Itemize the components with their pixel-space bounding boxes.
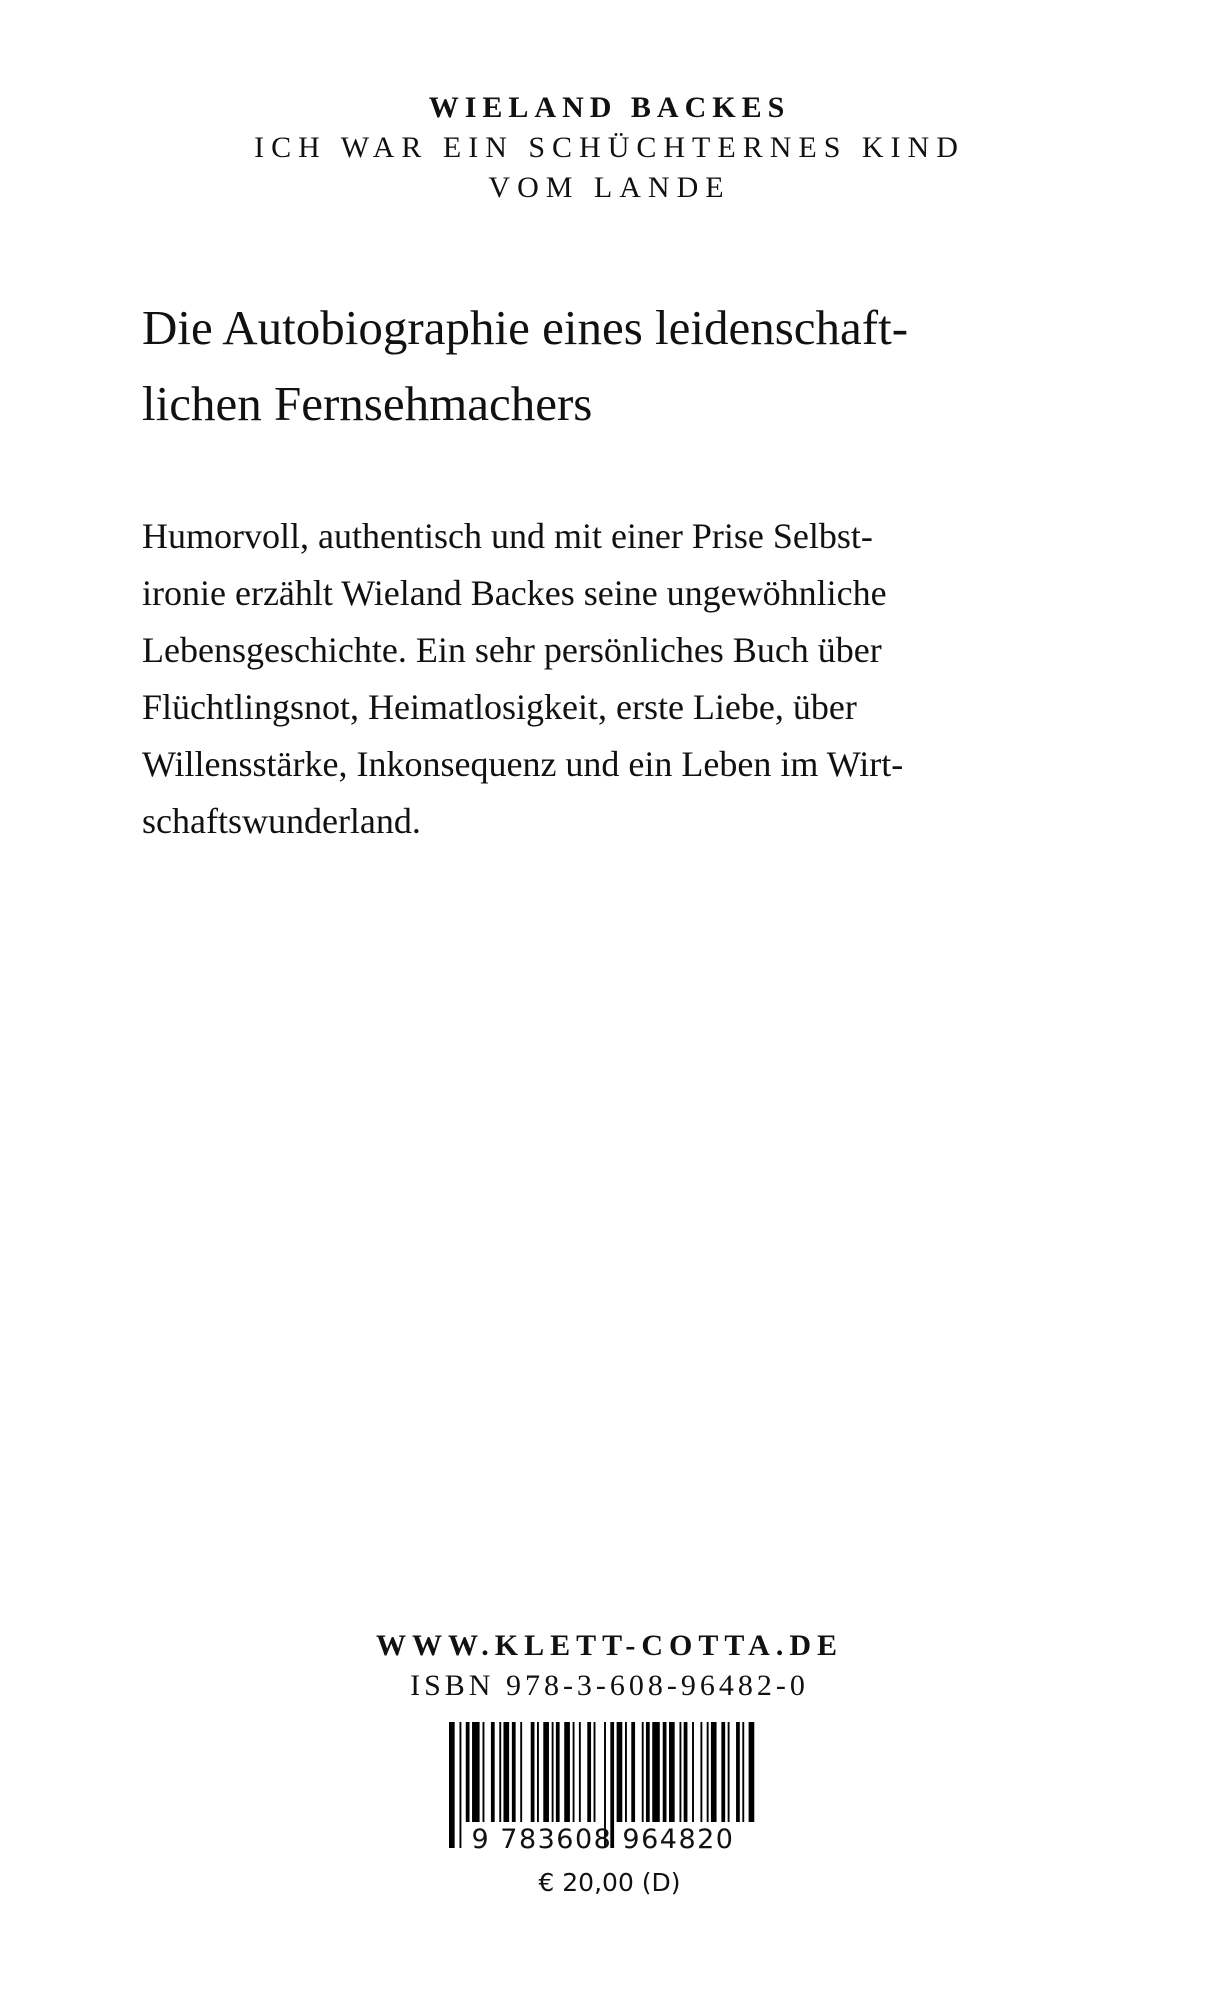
barcode-bar: [707, 1722, 709, 1822]
barcode-bar: [552, 1722, 554, 1822]
blurb-line: Humorvoll, authentisch und mit einer Prise Selbst-: [142, 516, 873, 556]
barcode-bar: [711, 1722, 717, 1822]
barcode-bar: [749, 1722, 755, 1822]
barcode-bar: [564, 1722, 570, 1822]
barcode-bar: [512, 1722, 516, 1822]
blurb-line: Flüchtlingsnot, Heimatlosigkeit, erste Liebe, über: [142, 687, 857, 727]
publisher-website: WWW.KLETT-COTTA.DE: [376, 1629, 843, 1662]
barcode-bar: [594, 1722, 596, 1822]
barcode-bar: [679, 1722, 681, 1822]
barcode-bar: [531, 1722, 535, 1822]
barcode-bar: [646, 1722, 650, 1822]
barcode-bar: [728, 1722, 730, 1822]
tagline-line: lichen Fernsehmachers: [142, 376, 593, 431]
barcode-bar: [700, 1722, 702, 1822]
blurb-line: schaftswunderland.: [142, 801, 421, 841]
barcode-bar: [721, 1722, 725, 1822]
barcode-bar: [472, 1722, 480, 1822]
barcode-bar: [503, 1722, 509, 1822]
tagline: [142, 290, 1102, 442]
blurb-line: Lebensgeschichte. Ein sehr persönliches Buch über: [142, 630, 882, 670]
barcode-bar: [520, 1722, 522, 1822]
barcode-bar: [663, 1722, 667, 1822]
price-label: € 20,00 (D): [538, 1868, 681, 1897]
barcode-bar: [692, 1722, 694, 1822]
barcode-bar: [631, 1722, 635, 1822]
barcode-bar: [652, 1722, 660, 1822]
blurb-line: ironie erzählt Wieland Backes seine ungewöhnliche: [142, 573, 887, 613]
barcode-bar: [642, 1722, 644, 1822]
barcode-digits: 9 783608 964820: [471, 1824, 735, 1855]
barcode-bar: [742, 1722, 744, 1822]
barcode-bar: [499, 1722, 501, 1822]
barcode-bar: [491, 1722, 495, 1822]
book-title-line-1: ICH WAR EIN SCHÜCHTERNES KIND: [254, 131, 965, 164]
barcode-bar: [736, 1722, 740, 1822]
barcode-bar: [625, 1722, 627, 1822]
blurb-line: Willensstärke, Inkonsequenz und ein Leben im Wirt-: [142, 744, 904, 784]
barcode-bar: [617, 1722, 623, 1822]
isbn-number: ISBN 978-3-608-96482-0: [410, 1669, 809, 1702]
tagline-line: Die Autobiographie eines leidenschaft-: [142, 300, 909, 355]
author-name: WIELAND BACKES: [428, 91, 791, 124]
blurb-text: [142, 508, 1102, 850]
barcode-bar: [543, 1722, 549, 1822]
barcode-bar: [669, 1722, 675, 1822]
barcode-bar: [684, 1722, 688, 1822]
cover-footer: [0, 1626, 1219, 1706]
barcode-bar: [483, 1722, 485, 1822]
cover-header: [0, 88, 1219, 208]
barcode-bar: [587, 1722, 591, 1822]
barcode-bar: [573, 1722, 575, 1822]
barcode-bar: [466, 1722, 470, 1822]
book-title-line-2: VOM LANDE: [488, 171, 731, 204]
barcode-bar: [579, 1722, 581, 1822]
barcode-bar: [537, 1722, 539, 1822]
barcode-bar: [556, 1722, 560, 1822]
